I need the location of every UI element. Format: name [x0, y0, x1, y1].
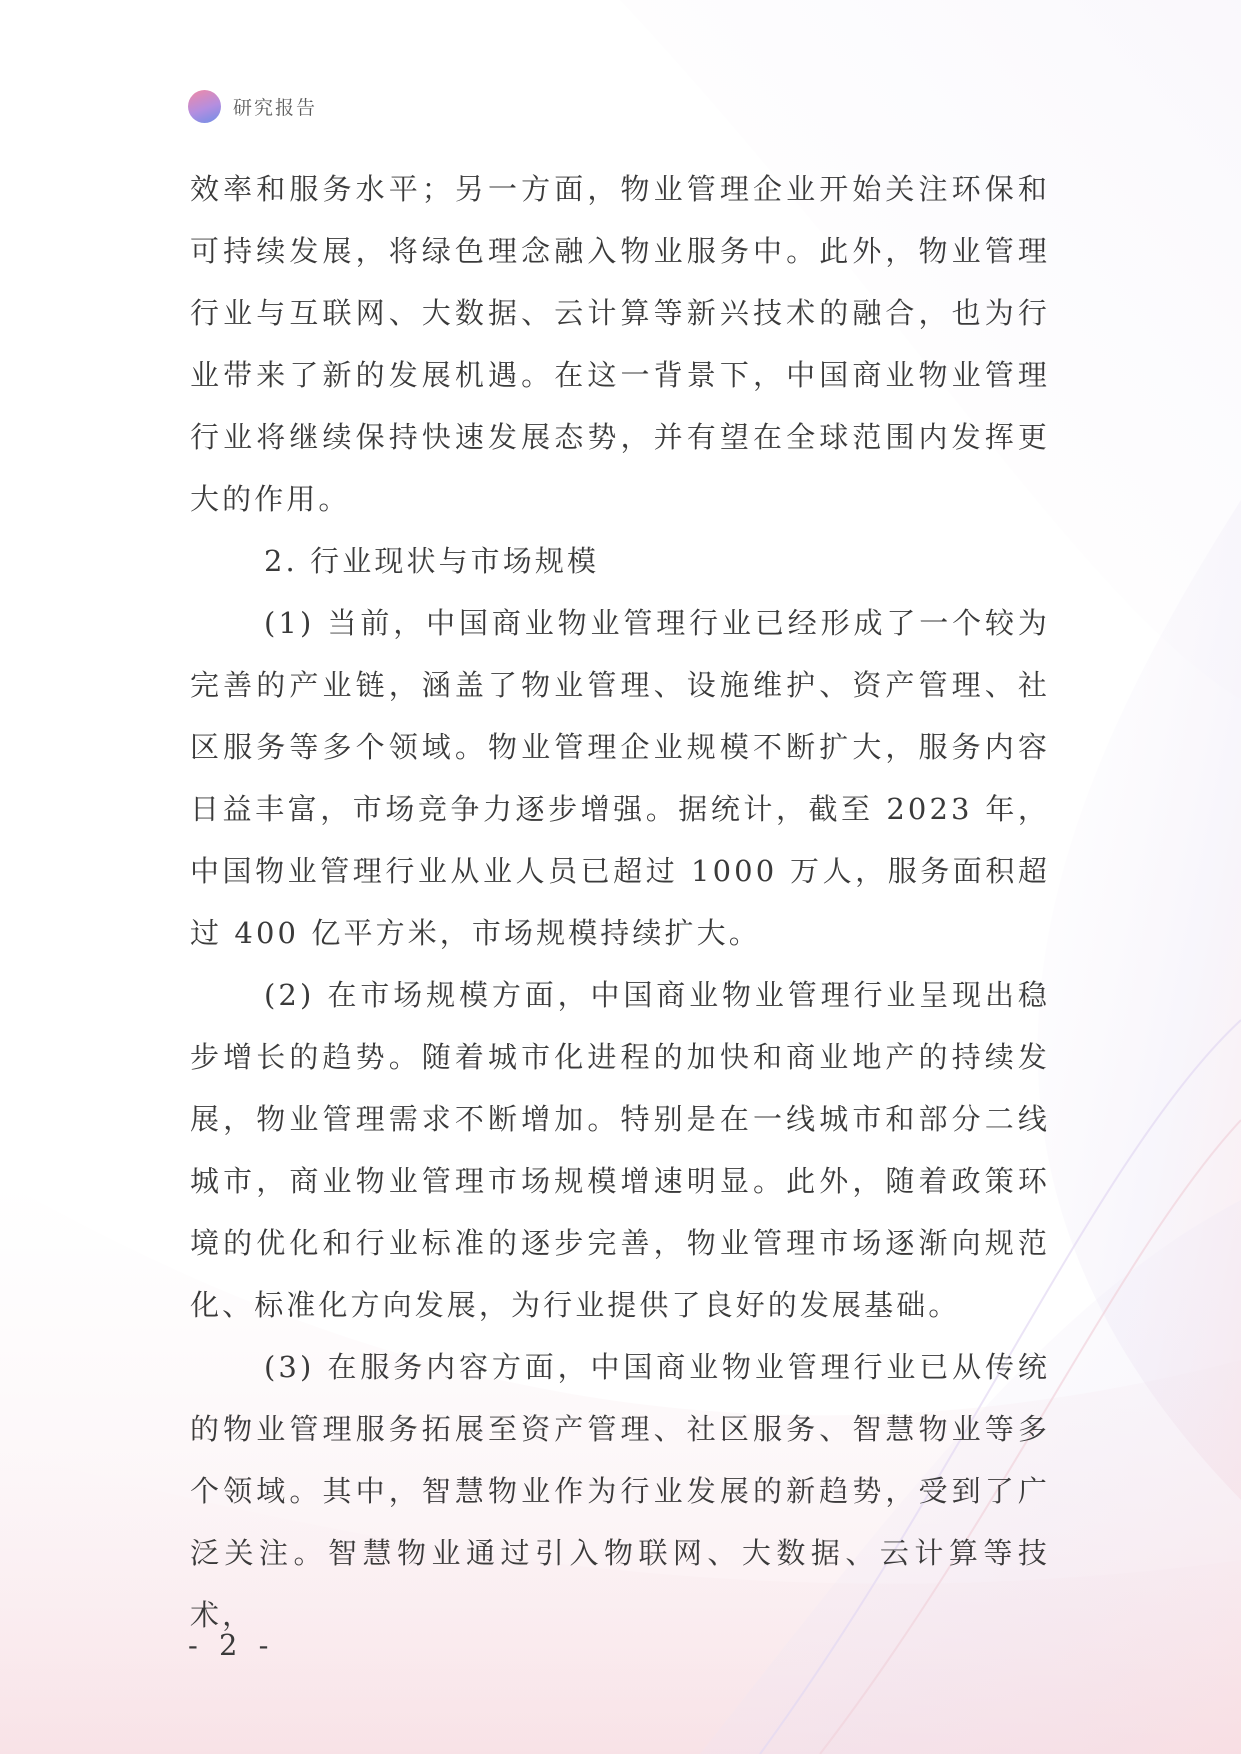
paragraph-1: (1) 当前，中国商业物业管理行业已经形成了一个较为完善的产业链，涵盖了物业管理、设施维护、资产管理、社区服务等多个领域。物业管理企业规模不断扩大，服务内容日益丰富，市场竞争力逐步增强。据统计，截至 2023 年，中国物业管理行业从业人员已超过 1000 万人，服务面积超过 400 亿平方米，市场规模持续扩大。 — [190, 606, 1050, 950]
report-logo-icon — [188, 90, 221, 123]
section-heading: 2. 行业现状与市场规模 — [264, 544, 600, 578]
header-title: 研究报告 — [233, 96, 318, 119]
paragraph-continued: 效率和服务水平；另一方面，物业管理企业开始关注环保和可持续发展，将绿色理念融入物业服务中。此外，物业管理行业与互联网、大数据、云计算等新兴技术的融合，也为行业带来了新的发展机遇。在这一背景下，中国商业物业管理行业将继续保持快速发展态势，并有望在全球范围内发挥更大的作用。 — [190, 172, 1050, 516]
paragraph-2: (2) 在市场规模方面，中国商业物业管理行业呈现出稳步增长的趋势。随着城市化进程的加快和商业地产的持续发展，物业管理需求不断增加。特别是在一线城市和部分二线城市，商业物业管理市场规模增速明显。此外，随着政策环境的优化和行业标准的逐步完善，物业管理市场逐渐向规范化、标准化方向发展，为行业提供了良好的发展基础。 — [190, 978, 1050, 1322]
document-header — [188, 88, 317, 124]
document-body — [190, 158, 1050, 1646]
page-number: - 2 - — [188, 1628, 275, 1662]
paragraph-3: (3) 在服务内容方面，中国商业物业管理行业已从传统的物业管理服务拓展至资产管理、社区服务、智慧物业等多个领域。其中，智慧物业作为行业发展的新趋势，受到了广泛关注。智慧物业通过引入物联网、大数据、云计算等技术， — [190, 1350, 1050, 1632]
